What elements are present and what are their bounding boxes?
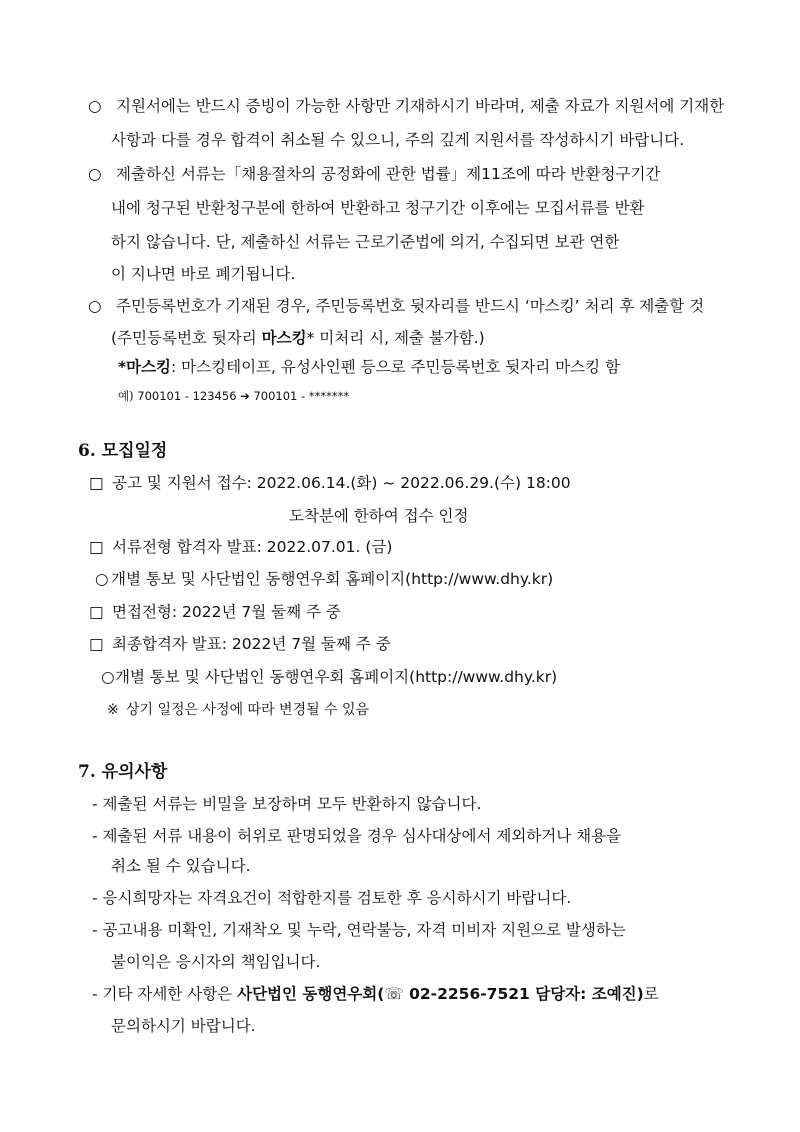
schedule-3-text: 면접전형: 2022년 7월 둘째 주 중 xyxy=(112,603,341,621)
section-7-title: 7. 유의사항 xyxy=(78,762,168,782)
caution-5-line-2: 문의하시기 바랍니다. xyxy=(111,1017,256,1035)
masking-definition-term: *마스킹 xyxy=(118,358,172,376)
masking-example: 예) 700101 - 123456 ➔ 700101 - ******* xyxy=(118,389,350,403)
note-2-line-3: 하지 않습니다. 단, 제출하신 서류는 근로기준법에 의거, 수집되면 보관 연한 xyxy=(111,233,620,251)
note-3-line-2-c: * 미처리 시, 제출 불가함.) xyxy=(306,329,485,347)
section-6-title: 6. 모집일정 xyxy=(78,441,168,461)
caution-2-line-2: 취소 될 수 있습니다. xyxy=(111,857,251,875)
schedule-3-bullet: □ xyxy=(89,603,104,621)
caution-5-line-1 xyxy=(92,984,659,1004)
schedule-1-continuation: 도착분에 한하여 접수 인정 xyxy=(289,507,469,525)
schedule-note-text: 상기 일정은 사정에 따라 변경될 수 있음 xyxy=(126,702,370,718)
note-3-line-2-a: (주민등록번호 뒷자리 xyxy=(111,329,262,347)
schedule-4-sub-text: 개별 통보 및 사단법인 동행연우회 홈페이지(http://www.dhy.kr) xyxy=(115,668,558,686)
caution-1: - 제출된 서류는 비밀을 보장하며 모두 반환하지 않습니다. xyxy=(92,795,482,813)
note-1-line-1: 지원서에는 반드시 증빙이 가능한 사항만 기재하시기 바라며, 제출 자료가 지원서에 기재한 xyxy=(116,97,725,115)
masking-definition xyxy=(118,357,620,377)
caution-4-line-1: - 공고내용 미확인, 기재착오 및 누락, 연락불능, 자격 미비자 지원으로 발생하는 xyxy=(92,921,626,939)
caution-5-suffix: 로 xyxy=(643,985,659,1003)
schedule-4-sub-bullet: ○ xyxy=(101,668,115,686)
note-2-bullet: ○ xyxy=(88,165,102,183)
schedule-note-bullet: ※ xyxy=(107,702,119,718)
schedule-1-text: 공고 및 지원서 접수: 2022.06.14.(화) ~ 2022.06.29.(수) 18:00 xyxy=(112,474,571,492)
schedule-2-text: 서류전형 합격자 발표: 2022.07.01. (금) xyxy=(112,538,393,556)
note-3-bullet: ○ xyxy=(88,297,102,315)
note-1-bullet: ○ xyxy=(88,97,102,115)
note-2-line-2: 내에 청구된 반환청구분에 한하여 반환하고 청구기간 이후에는 모집서류를 반환 xyxy=(111,199,645,217)
note-1-line-2: 사항과 다를 경우 합격이 취소될 수 있으니, 주의 깊게 지원서를 작성하시기 바랍니다. xyxy=(111,131,685,149)
contact-info: 사단법인 동행연우회(☏ 02-2256-7521 담당자: 조예진) xyxy=(237,985,644,1003)
note-3-line-1: 주민등록번호가 기재된 경우, 주민등록번호 뒷자리를 반드시 ‘마스킹’ 처리 후 제출할 것 xyxy=(116,297,705,315)
masking-term: 마스킹 xyxy=(261,329,307,347)
caution-3: - 응시희망자는 자격요건이 적합한지를 검토한 후 응시하시기 바랍니다. xyxy=(92,889,572,907)
caution-4-line-2: 불이익은 응시자의 책임입니다. xyxy=(111,953,321,971)
masking-definition-text: : 마스킹테이프, 유성사인펜 등으로 주민등록번호 뒷자리 마스킹 함 xyxy=(171,358,620,376)
schedule-2-bullet: □ xyxy=(89,538,104,556)
schedule-2-sub-text: 개별 통보 및 사단법인 동행연우회 홈페이지(http://www.dhy.kr) xyxy=(111,570,554,588)
note-2-line-4: 이 지나면 바로 폐기됩니다. xyxy=(111,265,296,283)
schedule-4-bullet: □ xyxy=(89,635,104,653)
caution-5-prefix: - 기타 자세한 사항은 xyxy=(92,985,238,1003)
schedule-1-bullet: □ xyxy=(89,474,104,492)
note-2-line-1: 제출하신 서류는「채용절차의 공정화에 관한 법률」제11조에 따라 반환청구기간 xyxy=(116,165,661,183)
caution-2-line-1: - 제출된 서류 내용이 허위로 판명되었을 경우 심사대상에서 제외하거나 채용을 xyxy=(92,827,622,845)
schedule-2-sub-bullet: ○ xyxy=(95,570,109,588)
note-3-line-2 xyxy=(111,328,485,348)
schedule-4-text: 최종합격자 발표: 2022년 7월 둘째 주 중 xyxy=(112,635,391,653)
